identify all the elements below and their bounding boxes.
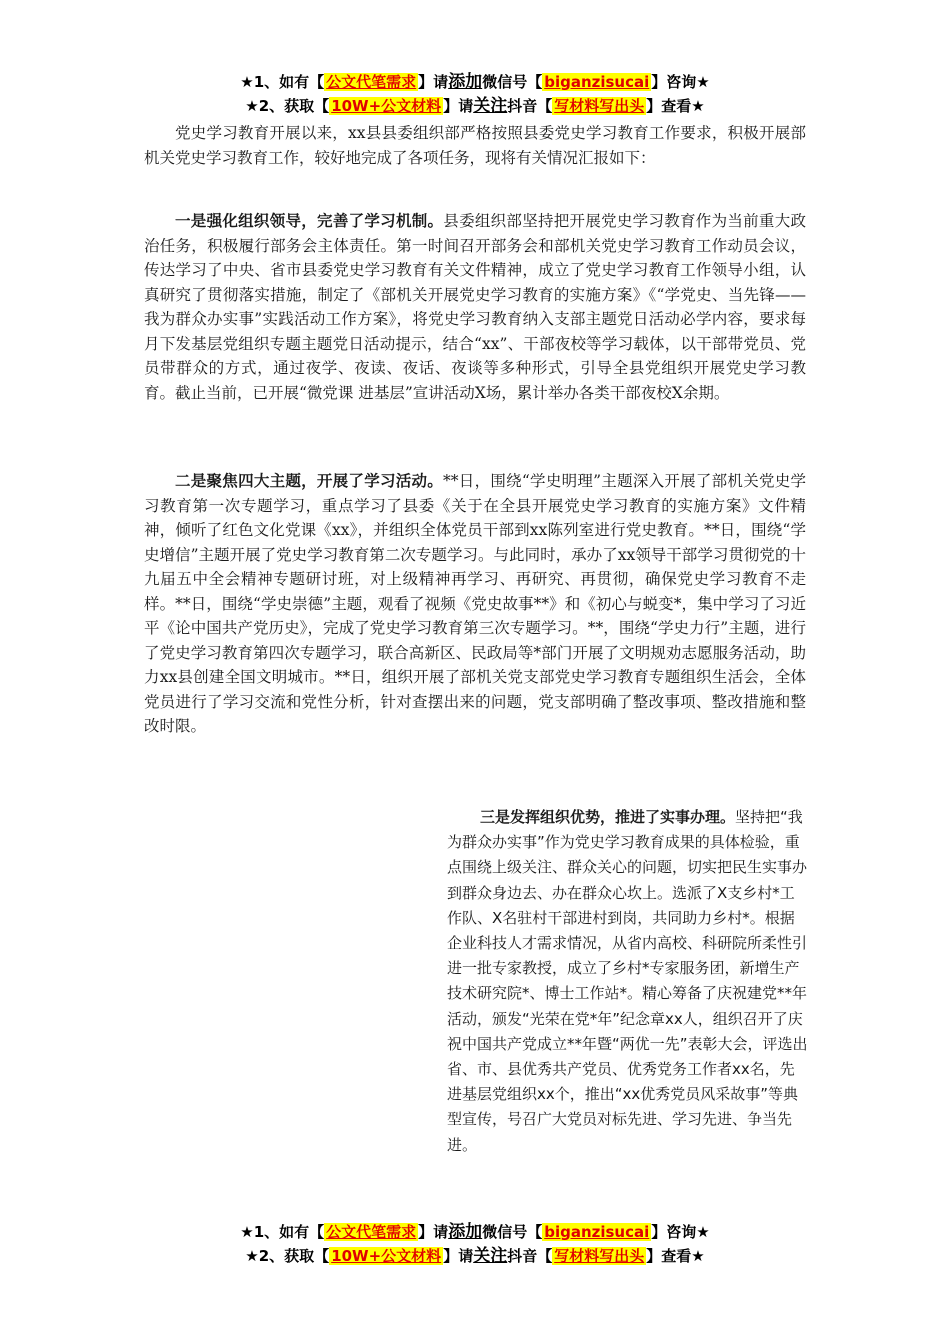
ad-text: 】查看★ — [646, 1247, 705, 1265]
ad-text: ★1、如有【 — [240, 73, 325, 91]
section-1-body: 县委组织部坚持把开展党史学习教育作为当前重大政治任务，积极履行部务会主体责任。第一时间召开部务会和部机关党史学习教育工作动员会议，传达学习了中央、省市县委党史学习教育有关文件精神，成立了党史学习教育工作领导小组，认真研究了贯彻落实措施，制定了《部机关开展党史学习教育的实施方案》《“学党史、当先锋——我为群众办实事”实践活动工作方案》，将党史学习教育纳入支部主题党日活动必学内容，要求每月下发基层党组织专题主题党日活动提示，结合“xx”、干部夜校等学习载体，以干部带党员、党员带群众的方式，通过夜学、夜读、夜话、夜谈等多种形式，引导全县党组织开展党史学习教育。截止当前，已开展“微党课 进基层”宣讲活动X场，累计举办各类干部夜校X余期。 — [144, 212, 806, 402]
ad-text: 抖音【 — [507, 97, 553, 115]
ad-underline-add: 添加 — [448, 1222, 483, 1242]
section-2-body: **日，围绕“学史明理”主题深入开展了部机关党史学习教育第一次专题学习，重点学习了县委《关于在全县开展党史学习教育的实施方案》文件精神，倾听了红色文化党课《xx》，并组织全体党员干部到xx陈列室进行党史教育。**日，围绕“学史增信”主题开展了党史学习教育第二次专题学习。与此同时，承办了xx领导干部学习贯彻党的十九届五中全会精神专题研讨班，对上级精神再学习、再研究、再贯彻，确保党史学习教育不走样。**日，围绕“学史崇德”主题，观看了视频《党史故事**》和《初心与蜕变*，集中学习了习近平《论中国共产党历史》，完成了党史学习教育第三次专题学习。**，围绕“学史力行”主题，进行了党史学习教育第四次专题学习，联合高新区、民政局等*部门开展了文明规劝志愿服务活动，助力xx县创建全国文明城市。**日，组织开展了部机关党支部党史学习教育专题组织生活会，全体党员进行了学习交流和党性分析，针对查摆出来的问题，党支部明确了整改事项、整改措施和整改时限。 — [144, 472, 806, 735]
ad-highlight-douyin-id[interactable]: 写材料写出头 — [554, 97, 645, 115]
section-3-paragraph — [447, 805, 809, 1158]
ad-underline-follow: 关注 — [473, 96, 508, 116]
ad-text: ★2、获取【 — [245, 97, 330, 115]
ad-underline-follow: 关注 — [473, 1246, 508, 1266]
ad-text: 】请 — [418, 1223, 449, 1241]
ad-highlight-douyin-id[interactable]: 写材料写出头 — [554, 1247, 645, 1265]
ad-text: 】咨询★ — [651, 1223, 710, 1241]
section-1-paragraph — [144, 209, 806, 405]
section-2-heading: 二是聚焦四大主题，开展了学习活动。 — [175, 471, 444, 490]
ad-text: ★1、如有【 — [240, 1223, 325, 1241]
ad-text: 】咨询★ — [651, 73, 710, 91]
ad-text: ★2、获取【 — [245, 1247, 330, 1265]
ad-text: 】请 — [443, 97, 474, 115]
ad-text: 】请 — [443, 1247, 474, 1265]
ad-highlight-writing-service[interactable]: 公文代笔需求 — [326, 73, 417, 91]
section-3-body: 坚持把“我为群众办实事”作为党史学习教育成果的具体检验，重点围绕上级关注、群众关心的问题，切实把民生实事办到群众身边去、办在群众心坎上。选派了X支乡村*工作队、X名驻村干部进村到岗，共同助力乡村*。根据企业科技人才需求情况，从省内高校、科研院所柔性引进一批专家教授，成立了乡村*专家服务团，新增生产技术研究院*、博士工作站*。精心筹备了庆祝建党**年活动，颁发“光荣在党*年”纪念章xx人，组织召开了庆祝中国共产党成立**年暨“两优一先”表彰大会，评选出省、市、县优秀共产党员、优秀党务工作者xx名，先进基层党组织xx个，推出“xx优秀党员风采故事”等典型宣传，号召广大党员对标先进、学习先进、争当先进。 — [447, 808, 808, 1154]
footer-ad-line-1 — [0, 1220, 950, 1244]
ad-underline-add: 添加 — [448, 72, 483, 92]
intro-paragraph: 党史学习教育开展以来，xx县县委组织部严格按照县委党史学习教育工作要求，积极开展部机关党史学习教育工作，较好地完成了各项任务，现将有关情况汇报如下： — [144, 124, 806, 167]
ad-highlight-materials[interactable]: 10W+公文材料 — [331, 1247, 442, 1265]
ad-text: 】请 — [418, 73, 449, 91]
ad-highlight-writing-service[interactable]: 公文代笔需求 — [326, 1223, 417, 1241]
section-2-paragraph — [144, 469, 806, 739]
ad-text: 微信号【 — [482, 1223, 543, 1241]
ad-highlight-materials[interactable]: 10W+公文材料 — [331, 97, 442, 115]
header-ad-line-1 — [0, 70, 950, 94]
section-3-heading: 三是发挥组织优势，推进了实事办理。 — [480, 808, 736, 826]
section-1-heading: 一是强化组织领导，完善了学习机制。 — [175, 211, 444, 230]
header-ad-line-2 — [0, 94, 950, 118]
ad-text: 】查看★ — [646, 97, 705, 115]
ad-highlight-wechat-id[interactable]: biganzisucai — [544, 73, 650, 91]
ad-text: 抖音【 — [507, 1247, 553, 1265]
footer-ad-line-2 — [0, 1244, 950, 1268]
ad-text: 微信号【 — [482, 73, 543, 91]
ad-highlight-wechat-id[interactable]: biganzisucai — [544, 1223, 650, 1241]
